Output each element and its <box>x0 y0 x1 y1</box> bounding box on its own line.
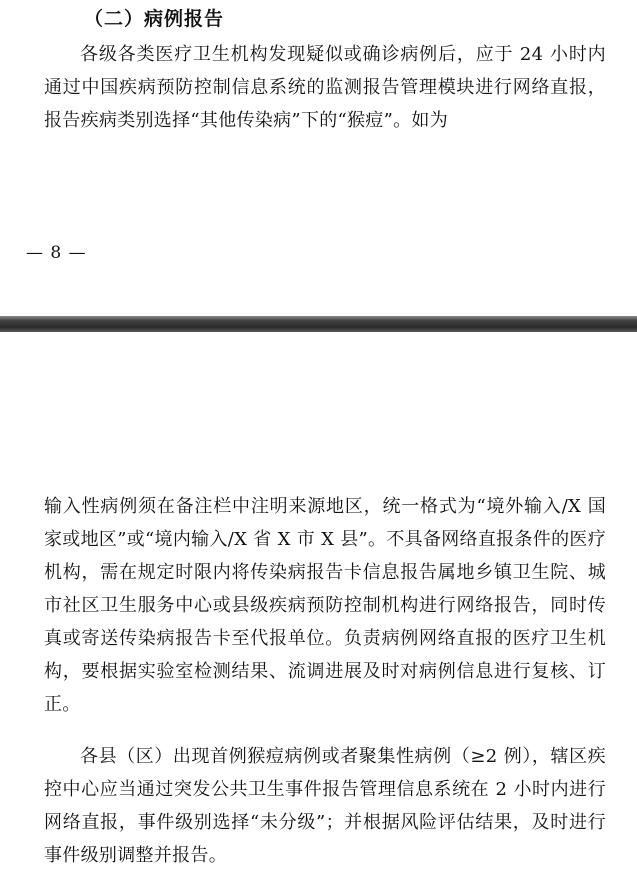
page-separator <box>0 316 637 332</box>
document-page-top <box>0 0 637 316</box>
section-heading: （二）病例报告 <box>84 8 225 30</box>
paragraph-cluster-reporting: 各县（区）出现首例猴痘病例或者聚集性病例（≥2 例），辖区疾控中心应当通过突发公共卫生事件报告管理信息系统在 2 小时内进行网络直报，事件级别选择“未分级”；并根据风险评估结果，及时进行事件级别调整并报告。 <box>44 746 606 866</box>
paragraph-imported-cases: 输入性病例须在备注栏中注明来源地区，统一格式为“境外输入/X 国家或地区”或“境内输入/X 省 X 市 X 县”。不具备网络直报条件的医疗机构，需在规定时限内将传染病报告卡信息报告属地乡镇卫生院、城市社区卫生服务中心或县级疾病预防控制机构进行网络报告，同时传真或寄送传染病报告卡至代报单位。负责病例网络直报的医疗卫生机构，要根据实验室检测结果、流调进展及时对病例信息进行复核、订正。 <box>44 496 606 715</box>
paragraph-case-reporting: 各级各类医疗卫生机构发现疑似或确诊病例后，应于 24 小时内通过中国疾病预防控制信息系统的监测报告管理模块进行网络直报，报告疾病类别选择“其他传染病”下的“猴痘”。如为 <box>44 44 606 131</box>
page-number: — 8 — <box>26 243 87 263</box>
